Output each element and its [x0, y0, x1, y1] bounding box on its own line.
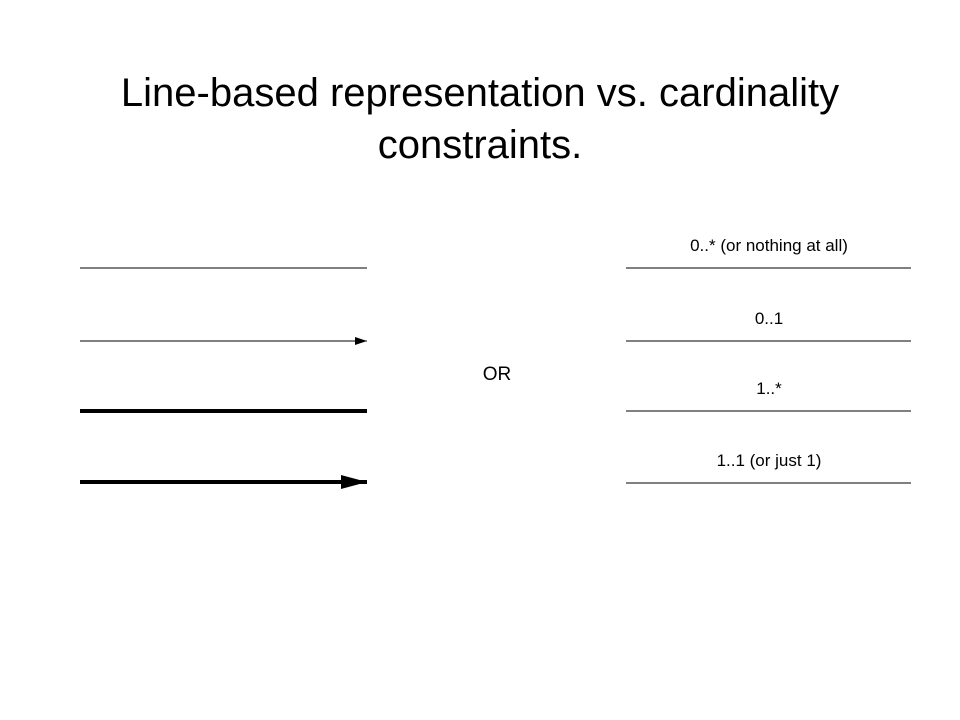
cardinality-label-zero-one: 0..1: [754, 309, 784, 328]
slide-title-line-1: Line-based representation vs. cardinality: [120, 70, 840, 115]
or-connector-label: OR: [482, 364, 512, 385]
cardinality-label-one-many: 1..*: [756, 379, 782, 398]
slide-title-line-2: constraints.: [377, 122, 583, 167]
cardinality-label-zero-many: 0..* (or nothing at all): [690, 236, 848, 255]
cardinality-label-one-one: 1..1 (or just 1): [716, 451, 822, 470]
